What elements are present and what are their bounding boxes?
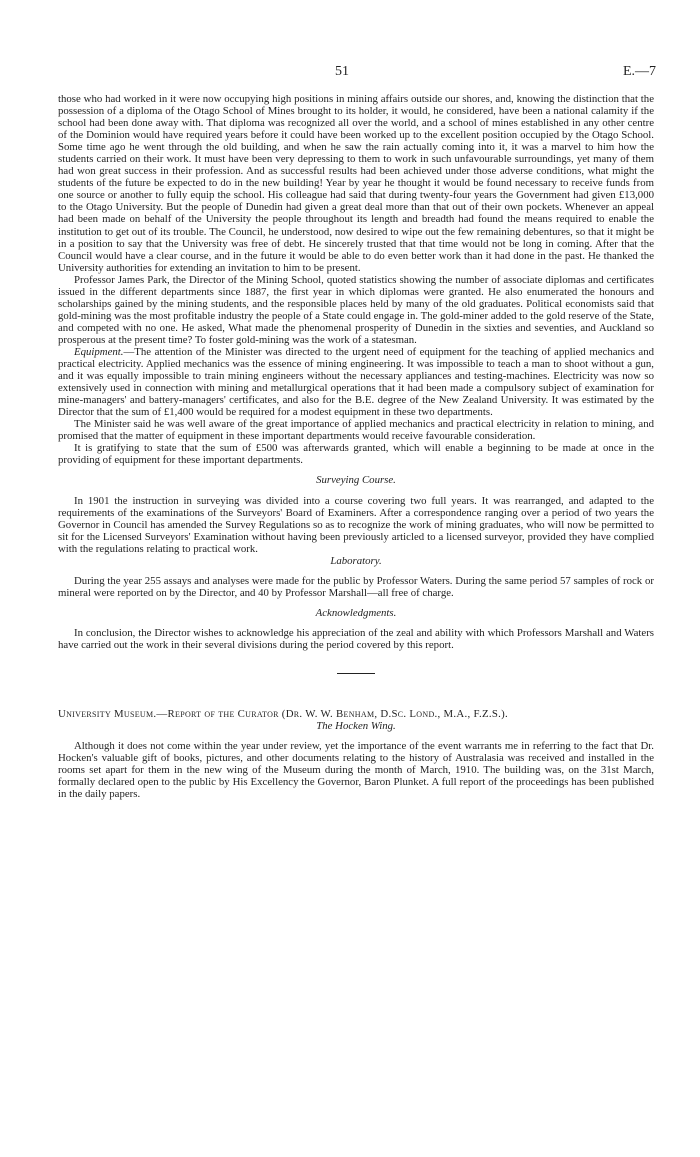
paragraph-surveying: In 1901 the instruction in surveying was divided into a course covering two full years. It was rearranged, and adapted to the requirements of the examinations of the Surveyors' Board of Examiners. After a correspondence ranging over a period of two years the Governor in Council has amended the Survey Regulations so as to recognize the work of mining graduates, who will now be permitted to sit for the Licensed Surveyors' Examination without having been previously articled to a licensed surveyor, provided they have complied with the regulations relating to practical work. — [58, 494, 654, 555]
equipment-text: —The attention of the Minister was directed to the urgent need of equipment for the teaching of applied mechanics and practical electricity. Applied mechanics was the essence of mining engineering. It was impossible to teach a man to shoot without a gun, and it was equally impossible to train mining engineers without the necessary appliances and testing-machines. Electricity was now so extensively used in connection with mining and metallurgical operations that it had been made a compulsory subject of examination for mine-managers' and battery-managers' certificates, and also for the B.E. degree of the New Zealand University. It was estimated by the Director that the sum of £1,400 would be required for a modest equipment in these two departments. — [58, 345, 654, 419]
paragraph-professor-park: Professor James Park, the Director of the Mining School, quoted statistics showing the number of associate diplomas and certificates issued in the different departments since 1887, the first year in which diplomas were granted. He also enumerated the honours and scholarships gained by the mining students, and the responsible places held by many of the old graduates. Political economists said that gold-mining was the most profitable industry the people of a State could engage in. The gold-miner added to the gold reserve of the State, and competed with no one. He asked, What made the phenomenal prosperity of Dunedin in the sixties and seventies, and Auckland so prosperous at the present time? To foster gold-mining was the work of a statesman. — [58, 273, 654, 346]
paragraph-grant: It is gratifying to state that the sum of £500 was afterwards granted, which will enable a beginning to be made at once in the providing of equipment for these important departments. — [58, 442, 654, 467]
paragraph-hocken-wing: Although it does not come within the year under review, yet the importance of the event warrants me in referring to the fact that Dr. Hocken's valuable gift of books, pictures, and other documents relating to the history of Australasia was received and installed in the rooms set apart for them in the new wing of the Museum during the month of March, 1910. The building was, on the 31st March, formally declared open to the public by His Excellency the Governor, Baron Plunket. A full report of the proceedings has been published in the daily papers. — [58, 740, 654, 801]
paragraph-laboratory: During the year 255 assays and analyses were made for the public by Professor Waters. During the same period 57 samples of rock or mineral were reported on by the Director, and 40 by Professor Marshall—all free of charge. — [58, 574, 654, 599]
paragraph-equipment — [58, 346, 654, 418]
page-number: 51 — [335, 64, 349, 79]
paragraph-minister: The Minister said he was well aware of the great importance of applied mechanics and practical electricity in relation to mining, and promised that the matter of equipment in these important departments would receive favourable consideration. — [58, 418, 654, 443]
paragraph-continuation: those who had worked in it were now occupying high positions in mining affairs outside our shores, and, knowing the distinction that the possession of a diploma of the Otago School of Mines brought to its holder, it would, he considered, have been a national calamity if the school had been done away with. That diploma was recognized all over the world, and a school of mines established in any other centre of the Dominion would have required years before it could have been worked up to the excellent position occupied by the Otago School. Some time ago he went through the old building, and when he saw the rain actually coming into it, it was a marvel to him how the students carried on their work. It must have been very depressing to them to work in such unfavourable surroundings, yet many of them had won great success in their profession. And as successful results had been achieved under those adverse conditions, what might the students of the future be expected to do in the new building! Year by year he thought it would be found necessary to receive funds from one source or another to fully equip the school. His colleague had said that during twenty-four years the Government had given £13,000 to the Otago University. But the people of Dunedin had given a great deal more than that out of their own pockets. Whenever an appeal had been made on behalf of the University the people throughout its length and breadth had found the means required to enable the institution to get out of its trouble. The Council, he understood, now desired to wipe out the few remaining debentures, so that it might be in a position to say that the University was free of debt. He sincerely trusted that that time would not be long in coming. After that the Council would have a clear course, and in the future it would be able to do even better work than it had done in the past. He thanked the University authorities for extending an invitation to him to be present. — [58, 93, 654, 274]
document-reference: E.—7 — [622, 64, 656, 79]
paragraph-acknowledgments: In conclusion, the Director wishes to acknowledge his appreciation of the zeal and ability with which Professors Marshall and Waters have carried out the work in their several divisions during the period covered by this report. — [58, 626, 654, 651]
equipment-lead: Equipment. — [74, 345, 124, 358]
museum-report-title: University Museum.—Report of the Curator (Dr. W. W. Benham, D.Sc. Lond., M.A., F.Z.S.). — [58, 708, 509, 721]
page-header — [0, 64, 700, 82]
heading-hocken-wing: The Hocken Wing. — [316, 720, 396, 733]
heading-acknowledgments: Acknowledgments. — [315, 606, 397, 619]
heading-surveying-course: Surveying Course. — [316, 474, 396, 487]
body-text — [58, 93, 654, 800]
heading-laboratory: Laboratory. — [330, 554, 382, 567]
section-divider — [337, 673, 375, 674]
